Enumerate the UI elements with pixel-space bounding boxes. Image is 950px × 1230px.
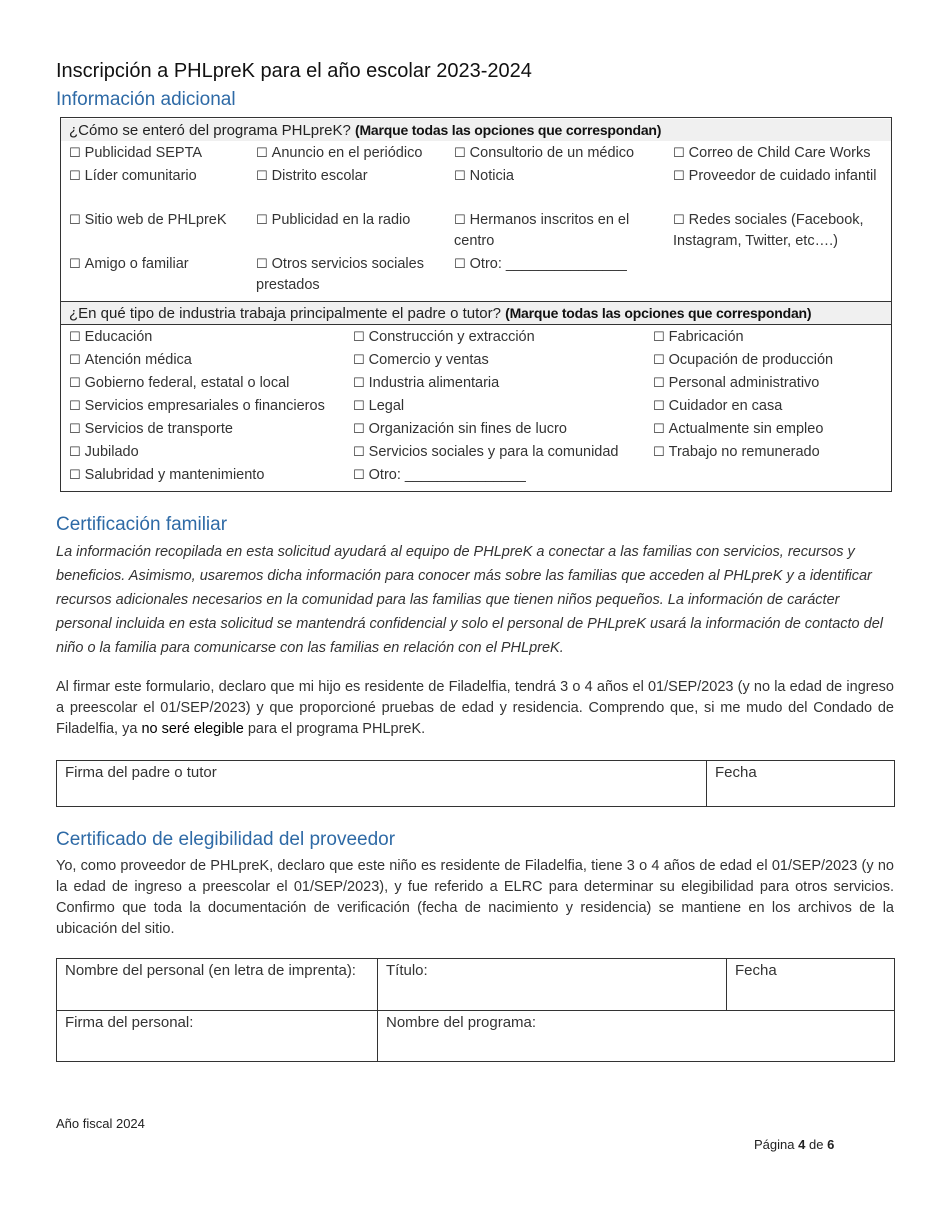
checkbox-icon[interactable]: ☐ [256,146,268,161]
option-label: Atención médica [84,352,192,368]
industry-option-11[interactable] [653,396,888,417]
option-label: Otro: _______________ [368,467,526,483]
checkbox-icon[interactable]: ☐ [673,213,685,228]
checkbox-icon[interactable]: ☐ [69,353,81,368]
question-industry: ¿En qué tipo de industria trabaja principalmente el padre o tutor? (Marque todas las opciones que correspondan) [61,302,891,324]
option-label: Amigo o familiar [84,256,189,272]
how-heard-option-5[interactable] [256,166,451,187]
checkbox-icon[interactable]: ☐ [353,353,365,368]
checkbox-icon[interactable]: ☐ [69,468,81,483]
option-label: Proveedor de cuidado infantil [688,168,877,184]
checkbox-icon[interactable]: ☐ [673,169,685,184]
industry-option-9[interactable] [69,396,351,417]
industry-option-16[interactable] [353,442,651,463]
staff-signature-field[interactable]: Firma del personal: [57,1011,378,1062]
option-label: Trabajo no remunerado [668,444,820,460]
how-heard-option-13[interactable] [256,254,451,296]
parent-date-field[interactable]: Fecha [707,761,895,807]
checkbox-icon[interactable]: ☐ [256,169,268,184]
checkbox-icon[interactable]: ☐ [256,213,268,228]
checkbox-icon[interactable]: ☐ [673,146,685,161]
checkbox-icon[interactable]: ☐ [653,330,665,345]
how-heard-option-2[interactable] [454,143,669,164]
option-label: Noticia [469,168,514,184]
checkbox-icon[interactable]: ☐ [454,213,466,228]
how-heard-option-3[interactable] [673,143,883,164]
option-label: Organización sin fines de lucro [368,421,567,437]
option-label: Gobierno federal, estatal o local [84,375,290,391]
family-declaration: Al firmar este formulario, declaro que mi hijo es residente de Filadelfia, tendrá 3 o 4 años el 01/SEP/2023 (y no la edad de ingreso a preescolar el 01/SEP/2023) y que proporcioné pruebas de edad y residencia. Comprendo que, si me mudo del Condado de Filadelfia, ya no seré elegible para el programa PHLpreK. [56,679,894,737]
option-label: Sitio web de PHLpreK [84,212,227,228]
how-heard-option-7[interactable] [673,166,883,187]
option-label: Cuidador en casa [668,398,783,414]
checkbox-icon[interactable]: ☐ [353,399,365,414]
checkbox-icon[interactable]: ☐ [454,146,466,161]
how-heard-option-11[interactable] [673,210,883,252]
checkbox-icon[interactable]: ☐ [69,330,81,345]
industry-option-3[interactable] [69,350,351,371]
option-label: Actualmente sin empleo [668,421,824,437]
option-label: Publicidad en la radio [271,212,411,228]
how-heard-option-1[interactable] [256,143,451,164]
staff-name-field[interactable]: Nombre del personal (en letra de imprenta): [57,959,378,1011]
family-cert-italic-text: La información recopilada en esta solicitud ayudará al equipo de PHLpreK a conectar a las familias con servicios, recursos y beneficios. Asimismo, usaremos dicha información para conocer más sobre las familias que acceden al PHLpreK y a identificar recursos adicionales necesarios en la comunidad para las familias que tienen niños pequeños. La información de carácter personal incluida en esta solicitud se mantendrá confidencial y solo el personal de PHLpreK usará la información de contacto del niño o la familia para comunicarse con las familias en relación con el PHLpreK. [56,544,883,656]
section-heading-family-cert: Certificación familiar [56,514,228,535]
option-label: Otros servicios sociales prestados [256,256,424,293]
divider [61,324,891,325]
industry-option-7[interactable] [353,373,651,394]
section-heading-provider-cert: Certificado de elegibilidad del proveedor [56,829,396,850]
checkbox-icon[interactable]: ☐ [353,376,365,391]
checkbox-icon[interactable]: ☐ [69,376,81,391]
program-name-field[interactable]: Nombre del programa: [378,1011,895,1062]
how-heard-option-8[interactable] [69,210,254,231]
not-eligible-emphasis: no seré elegible [141,721,244,737]
checkbox-icon[interactable]: ☐ [353,468,365,483]
additional-info-box [60,117,892,492]
how-heard-option-6[interactable] [454,166,669,187]
checkbox-icon[interactable]: ☐ [454,257,466,272]
option-label: Jubilado [84,444,139,460]
industry-option-19[interactable] [353,465,651,486]
checkbox-icon[interactable]: ☐ [69,213,81,228]
checkbox-icon[interactable]: ☐ [69,445,81,460]
industry-option-1[interactable] [353,327,651,348]
checkbox-icon[interactable]: ☐ [353,422,365,437]
industry-option-10[interactable] [353,396,651,417]
industry-option-12[interactable] [69,419,351,440]
staff-signature-table [56,958,895,1062]
option-label: Anuncio en el periódico [271,145,423,161]
checkbox-icon[interactable]: ☐ [256,257,268,272]
provider-cert-text: Yo, como proveedor de PHLpreK, declaro que este niño es residente de Filadelfia, tiene 3 o 4 años de edad el 01/SEP/2023 (y no la edad de ingreso a preescolar el 01/SEP/2023), y fue referido a ELRC para determinar su elegibilidad para otros servicios. Confirmo que toda la documentación de verificación (fecha de nacimiento y residencia) se mantiene en los archivos de la ubicación del sitio. [56,858,894,937]
question-how-heard: ¿Cómo se enteró del programa PHLpreK? (Marque todas las opciones que correspondan) [61,119,891,141]
option-label: Ocupación de producción [668,352,834,368]
checkbox-icon[interactable]: ☐ [353,445,365,460]
option-label: Consultorio de un médico [469,145,635,161]
industry-option-0[interactable] [69,327,351,348]
industry-option-5[interactable] [653,350,888,371]
option-label: Servicios empresariales o financieros [84,398,325,414]
option-label: Redes sociales (Facebook, Instagram, Twitter, etc….) [673,212,864,249]
industry-option-2[interactable] [653,327,888,348]
option-label: Fabricación [668,329,744,345]
option-label: Comercio y ventas [368,352,489,368]
staff-date-field[interactable]: Fecha [727,959,895,1011]
option-label: Personal administrativo [668,375,820,391]
checkbox-icon[interactable]: ☐ [69,146,81,161]
checkbox-icon[interactable]: ☐ [353,330,365,345]
option-label: Distrito escolar [271,168,368,184]
staff-title-field[interactable]: Título: [378,959,727,1011]
option-label: Legal [368,398,405,414]
industry-option-18[interactable] [69,465,351,486]
section-heading-additional-info: Información adicional [56,89,236,110]
checkbox-icon[interactable]: ☐ [653,353,665,368]
how-heard-option-4[interactable] [69,166,254,187]
how-heard-option-9[interactable] [256,210,451,231]
checkbox-icon[interactable]: ☐ [69,169,81,184]
option-label: Publicidad SEPTA [84,145,203,161]
how-heard-option-0[interactable] [69,143,254,164]
option-label: Correo de Child Care Works [688,145,871,161]
industry-option-13[interactable] [353,419,651,440]
checkbox-icon[interactable]: ☐ [69,257,81,272]
option-label: Líder comunitario [84,168,197,184]
option-label: Educación [84,329,153,345]
checkbox-icon[interactable]: ☐ [653,399,665,414]
parent-signature-table [56,760,895,807]
parent-signature-field[interactable]: Firma del padre o tutor [57,761,707,807]
checkbox-icon[interactable]: ☐ [454,169,466,184]
industry-option-6[interactable] [69,373,351,394]
option-label: Hermanos inscritos en el centro [454,212,630,249]
checkbox-icon[interactable]: ☐ [69,422,81,437]
industry-option-14[interactable] [653,419,888,440]
option-label: Otro: _______________ [469,256,627,272]
industry-option-15[interactable] [69,442,351,463]
option-label: Servicios sociales y para la comunidad [368,444,619,460]
checkbox-icon[interactable]: ☐ [653,376,665,391]
option-label: Servicios de transporte [84,421,233,437]
how-heard-option-12[interactable] [69,254,254,275]
option-label: Salubridad y mantenimiento [84,467,265,483]
industry-option-17[interactable] [653,442,888,463]
page-number: Página 4 de 6 [754,1137,835,1152]
how-heard-option-10[interactable] [454,210,669,252]
industry-option-4[interactable] [353,350,651,371]
checkbox-icon[interactable]: ☐ [69,399,81,414]
option-label: Industria alimentaria [368,375,500,391]
checkbox-icon[interactable]: ☐ [653,422,665,437]
how-heard-option-14[interactable] [454,254,669,275]
option-label: Construcción y extracción [368,329,535,345]
document-title: Inscripción a PHLpreK para el año escolar 2023-2024 [56,60,532,82]
industry-option-8[interactable] [653,373,888,394]
checkbox-icon[interactable]: ☐ [653,445,665,460]
fiscal-year: Año fiscal 2024 [56,1116,145,1131]
